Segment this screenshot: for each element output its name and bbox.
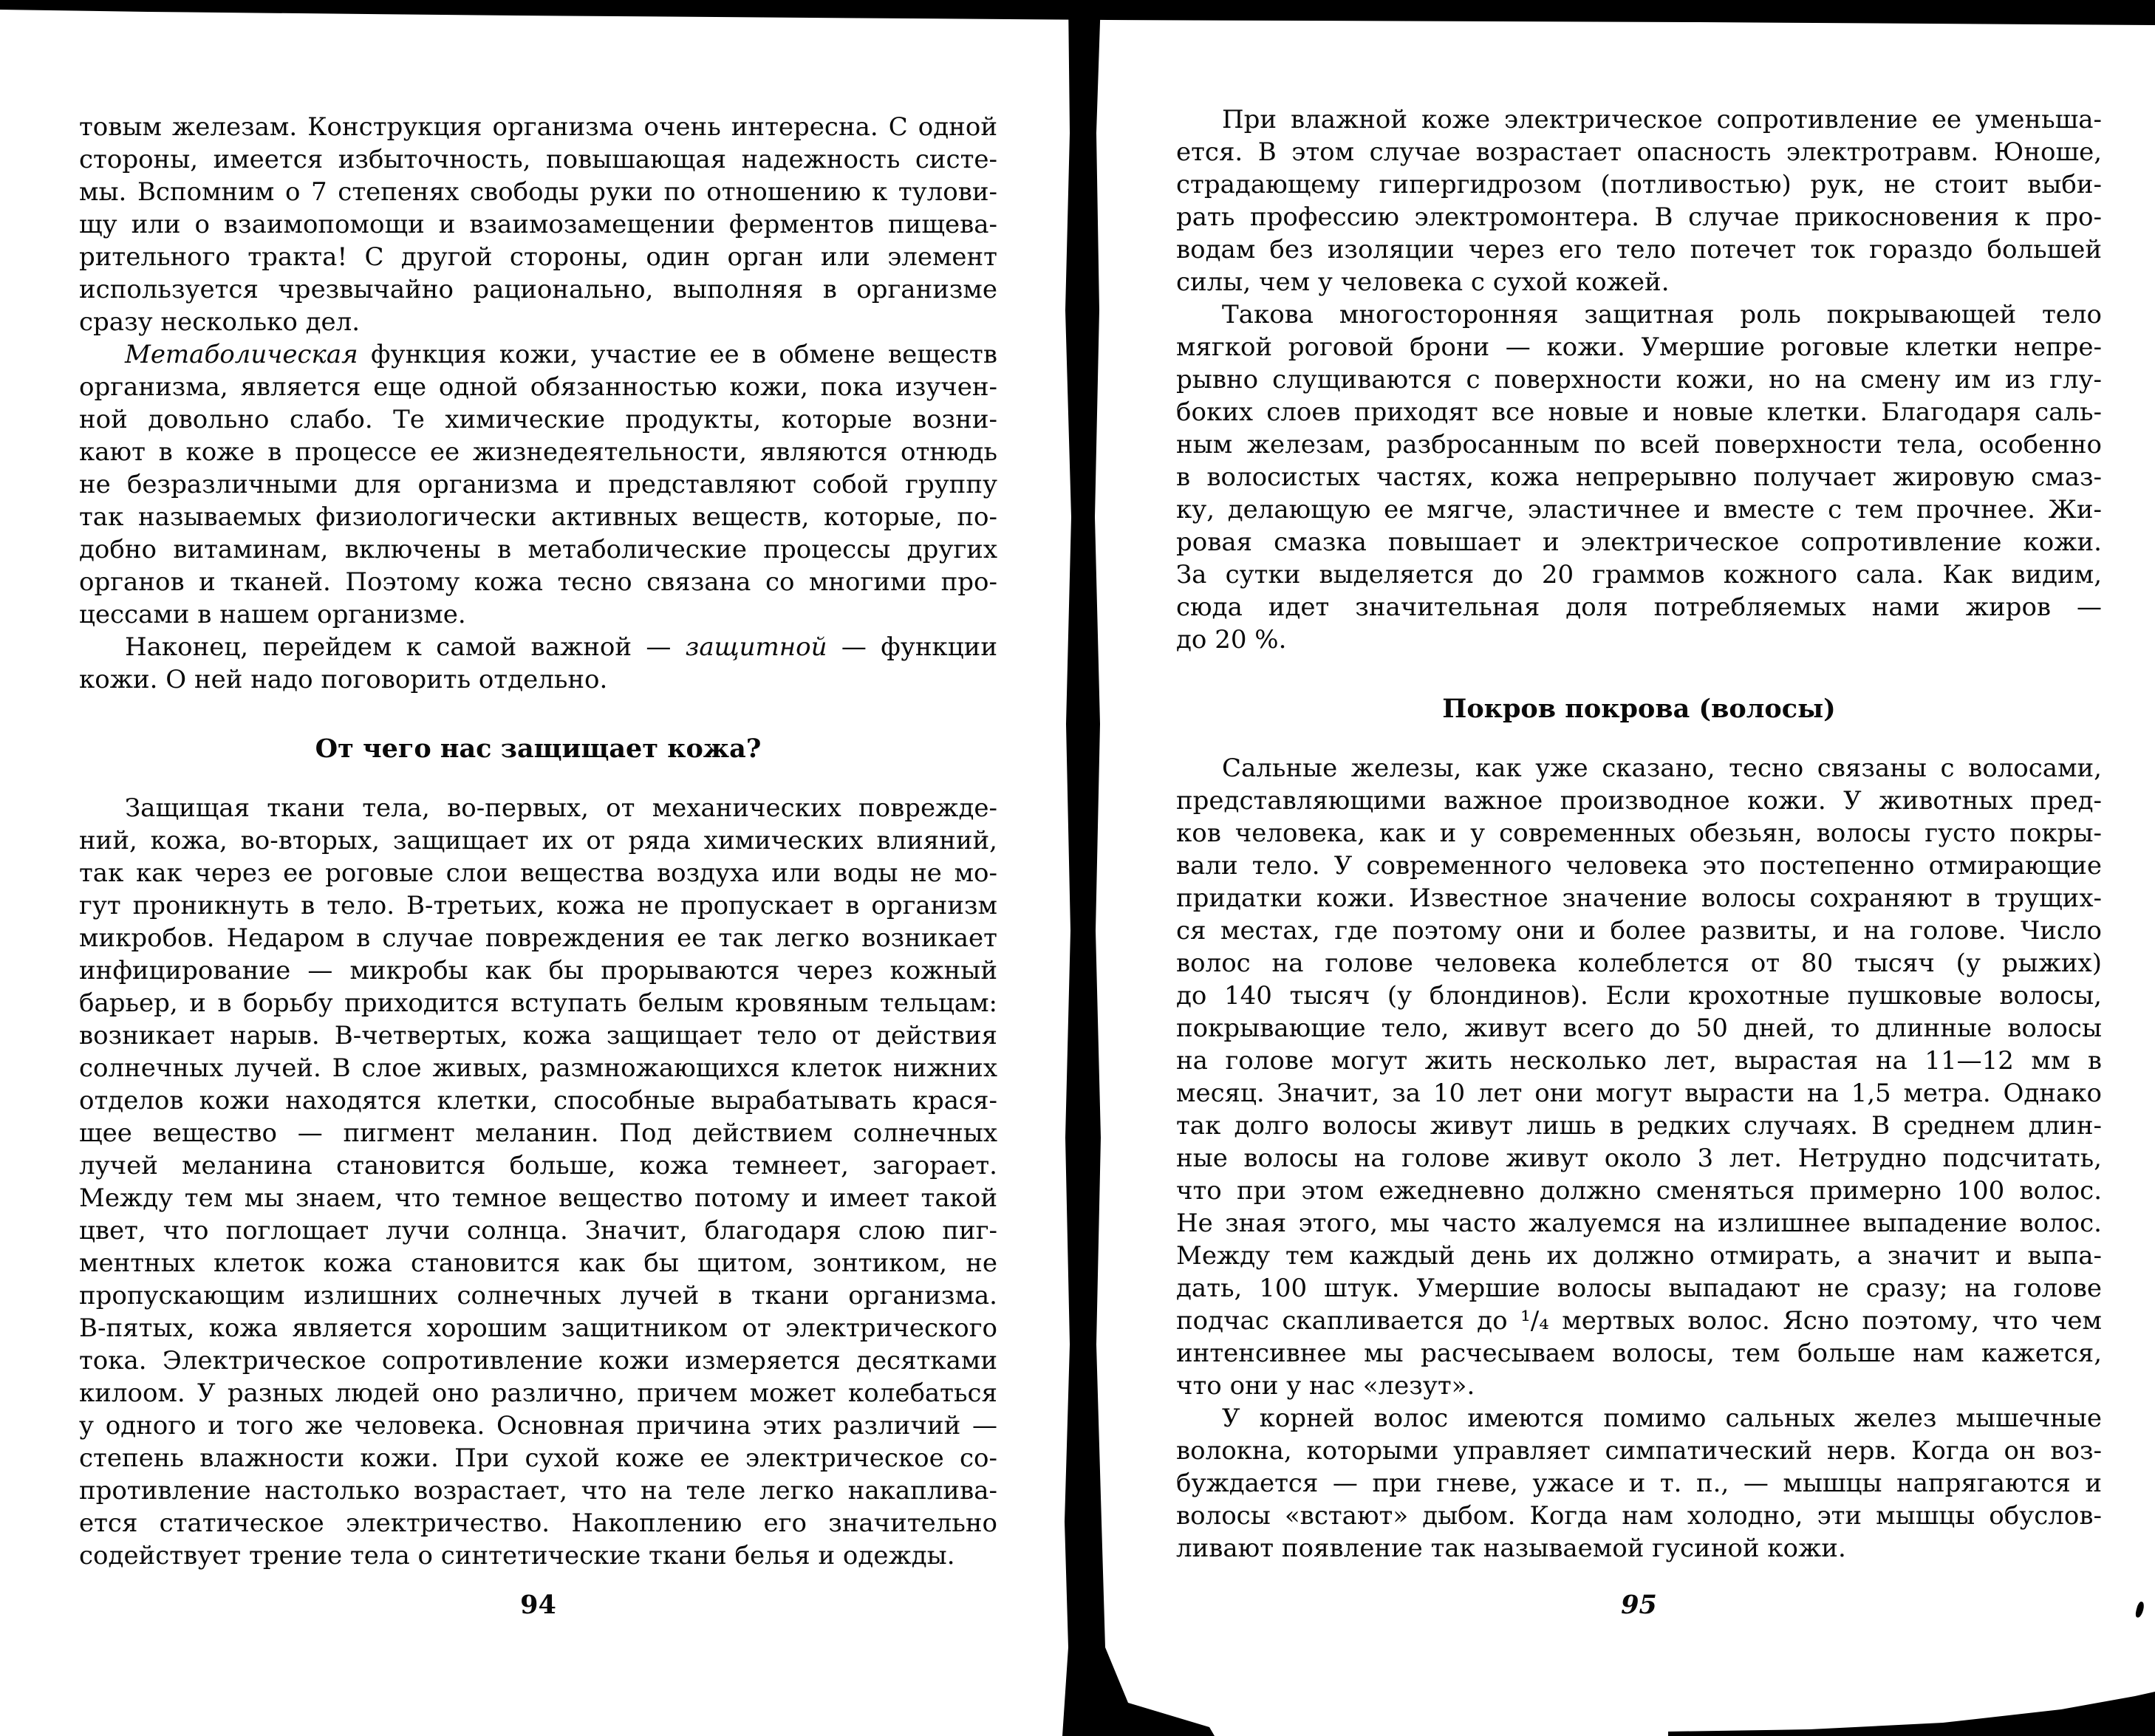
text-line: стороны, имеется избыточность, повышающая надежность систе-	[79, 145, 997, 174]
right-page-number: 95	[1621, 1590, 1657, 1620]
text-line: рительного тракта! С другой стороны, один орган или элемент	[79, 242, 997, 272]
text-line: отделов кожи находятся клетки, способные вырабатывать крася-	[79, 1086, 997, 1115]
text-line: используется чрезвычайно рационально, выполняя в организме	[79, 275, 997, 304]
text-line: волос на голове человека колеблется от 80 тысяч (у рыжих)	[1176, 949, 2102, 978]
text-line: противление настолько возрастает, что на теле легко накаплива-	[79, 1476, 997, 1506]
text-line: ется статическое электричество. Накоплению его значительно	[79, 1508, 997, 1538]
text-line: Между тем мы знаем, что темное вещество потому и имеет такой	[79, 1183, 997, 1213]
text-line: содействует трение тела о синтетические ткани белья и одежды.	[79, 1541, 955, 1571]
text-line: сюда идет значительная доля потребляемых нами жиров —	[1176, 592, 2102, 622]
text-line: месяц. Значит, за 10 лет они могут вырасти на 1,5 метра. Однако	[1176, 1079, 2102, 1108]
text-line: ной довольно слабо. Те химические продукты, которые возни-	[79, 405, 997, 434]
text-line: возникает нарыв. В-четвертых, кожа защищает тело от действия	[79, 1021, 997, 1050]
text-line: так долго волосы живут лишь в редких случаях. В среднем длин-	[1176, 1111, 2102, 1141]
text-line: инфицирование — микробы как бы прорываются через кожный	[79, 956, 997, 985]
text-line: организма, является еще одной обязанностью кожи, пока изучен-	[79, 372, 997, 402]
text-line: что они у нас «лезут».	[1176, 1371, 1475, 1401]
text-line: ливают появление так называемой гусиной кожи.	[1176, 1534, 1846, 1563]
text-line: мягкой роговой брони — кожи. Умершие роговые клетки непре-	[1176, 332, 2102, 362]
text-line: Не зная этого, мы часто жалуемся на излишнее выпадение волос.	[1176, 1209, 2102, 1238]
text-line: Между тем каждый день их должно отмирать, а значит и выпа-	[1176, 1241, 2102, 1271]
text-line: щу или о взаимопомощи и взаимозамещении ферментов пищева-	[79, 210, 997, 239]
scan-speckle	[2134, 1601, 2145, 1619]
text-line: ментных клеток кожа становится как бы щитом, зонтиком, не	[79, 1248, 997, 1278]
text-line: органов и тканей. Поэтому кожа тесно связана со многими про-	[79, 567, 997, 597]
text-line: страдающему гипергидрозом (потливостью) рук, не стоит выби-	[1176, 170, 2102, 199]
text-line	[79, 631, 997, 663]
text-line: При влажной коже электрическое сопротивление ее уменьша-	[1222, 105, 2102, 134]
text-segment: Наконец, перейдем к самой важной —	[125, 632, 686, 662]
text-line: товым железам. Конструкция организма очень интересна. С одной	[79, 112, 997, 142]
text-line: ется. В этом случае возрастает опасность электротравм. Юноше,	[1176, 137, 2102, 167]
right-page-text	[1176, 103, 2102, 1565]
text-line: добно витаминам, включены в метаболические процессы других	[79, 535, 997, 564]
text-line: так как через ее роговые слои вещества воздуха или воды не мо-	[79, 858, 997, 888]
text-line: кают в коже в процессе ее жизнедеятельности, являются отнюдь	[79, 437, 997, 467]
text-line: У корней волос имеются помимо сальных желез мышечные	[1222, 1404, 2102, 1433]
text-line: придатки кожи. Известное значение волосы сохраняют в трущих-	[1176, 884, 2102, 913]
text-line: мы. Вспомним о 7 степенях свободы руки по отношению к тулови-	[79, 177, 997, 207]
text-line: что при этом ежедневно должно сменяться примерно 100 волос.	[1176, 1176, 2102, 1206]
text-line: степень влажности кожи. При сухой коже ее электрическое со-	[79, 1443, 997, 1473]
text-line: щее вещество — пигмент меланин. Под действием солнечных	[79, 1118, 997, 1148]
text-line: Такова многосторонняя защитная роль покрывающей тело	[1222, 300, 2102, 329]
text-line: рать профессию электромонтера. В случае прикосновения к про-	[1176, 202, 2102, 232]
section-heading: От чего нас защищает кожа?	[315, 734, 762, 764]
text-line: боких слоев приходят все новые и новые клетки. Благодаря саль-	[1176, 397, 2102, 427]
text-line: в волосистых частях, кожа непрерывно получает жировую смаз-	[1176, 462, 2102, 492]
text-line: силы, чем у человека с сухой кожей.	[1176, 267, 1670, 297]
text-line: барьер, и в борьбу приходится вступать белым кровяным тельцам:	[79, 988, 997, 1018]
text-line: сразу несколько дел.	[79, 307, 361, 337]
text-line: микробов. Недаром в случае повреждения ее так легко возникает	[79, 923, 997, 953]
text-line: до 140 тысяч (у блондинов). Если крохотные пушковые волосы,	[1176, 981, 2102, 1011]
emphasized-text: Метаболическая	[125, 340, 358, 369]
text-line: водам без изоляции через его тело потечет ток гораздо большей	[1176, 235, 2102, 264]
text-line: тока. Электрическое сопротивление кожи измеряется десятками	[79, 1346, 997, 1376]
scan-bottom-edge-shadow	[1662, 1684, 2155, 1736]
text-line: дать, 100 штук. Умершие волосы выпадают не сразу; на голове	[1176, 1274, 2102, 1303]
text-line: килоом. У разных людей оно различно, причем может колебаться	[79, 1378, 997, 1408]
text-line: лучей меланина становится больше, кожа темнеет, загорает.	[79, 1151, 997, 1180]
text-line: пропускающим излишних солнечных лучей в ткани организма.	[79, 1281, 997, 1310]
text-line: ровая смазка повышает и электрическое сопротивление кожи.	[1176, 527, 2102, 557]
text-segment: — функции	[827, 632, 997, 662]
text-line: на голове могут жить несколько лет, вырастая на 11—12 мм в	[1176, 1046, 2102, 1076]
text-line: ний, кожа, во-вторых, защищает их от ряда химических влияний,	[79, 826, 997, 855]
left-page-text	[79, 111, 997, 1572]
text-line: интенсивнее мы расчесываем волосы, тем больше нам кажется,	[1176, 1339, 2102, 1368]
text-line: ку, делающую ее мягче, эластичнее и вместе с тем прочнее. Жи-	[1176, 495, 2102, 524]
text-line: представляющими важное производное кожи. У животных пред-	[1176, 786, 2102, 816]
section-heading: Покров покрова (волосы)	[1442, 694, 1836, 724]
text-line: солнечных лучей. В слое живых, размножающихся клеток нижних	[79, 1053, 997, 1083]
text-line: буждается — при гневе, ужасе и т. п., — мышцы напрягаются и	[1176, 1469, 2102, 1498]
text-line: За сутки выделяется до 20 граммов кожного сала. Как видим,	[1176, 560, 2102, 590]
emphasized-text: защитной	[685, 632, 827, 662]
text-line: волосы «встают» дыбом. Когда нам холодно, эти мышцы обуслов-	[1176, 1501, 2102, 1531]
text-line: кожи. О ней надо поговорить отдельно.	[79, 665, 608, 694]
text-line: так называемых физиологически активных веществ, которые, по-	[79, 502, 997, 532]
text-line: гут проникнуть в тело. В-третьих, кожа не пропускает в организм	[79, 891, 997, 920]
text-line: у одного и того же человека. Основная причина этих различий —	[79, 1411, 997, 1441]
text-segment: функция кожи, участие ее в обмене веществ	[358, 340, 997, 369]
left-page-number: 94	[520, 1590, 556, 1620]
text-line: подчас скапливается до ¹/₄ мертвых волос. Ясно поэтому, что чем	[1176, 1306, 2102, 1336]
text-line: рывно слущиваются с поверхности кожи, но на смену им из глу-	[1176, 365, 2102, 394]
text-line: ков человека, как и у современных обезьян, волосы густо покры-	[1176, 819, 2102, 848]
text-line	[79, 338, 997, 371]
text-line: волокна, которыми управляет симпатический нерв. Когда он воз-	[1176, 1436, 2102, 1466]
text-line: до 20 %.	[1176, 625, 1287, 655]
text-line: цессами в нашем организме.	[79, 600, 466, 629]
text-line: покрывающие тело, живут всего до 50 дней, то длинные волосы	[1176, 1014, 2102, 1043]
text-line: Сальные железы, как уже сказано, тесно связаны с волосами,	[1222, 753, 2102, 783]
text-line: вали тело. У современного человека это постепенно отмирающие	[1176, 851, 2102, 881]
text-line: ся местах, где поэтому они и более развиты, и на голове. Число	[1176, 916, 2102, 946]
text-line: В-пятых, кожа является хорошим защитником от электрического	[79, 1313, 997, 1343]
text-line: Защищая ткани тела, во-первых, от механических поврежде-	[125, 793, 997, 823]
text-line: ным железам, разбросанным по всей поверхности тела, особенно	[1176, 430, 2102, 459]
text-line: не безразличными для организма и представляют собой группу	[79, 470, 997, 499]
text-line: ные волосы на голове живут около 3 лет. Нетрудно подсчитать,	[1176, 1144, 2102, 1173]
text-line: цвет, что поглощает лучи солнца. Значит, благодаря слою пиг-	[79, 1216, 997, 1245]
